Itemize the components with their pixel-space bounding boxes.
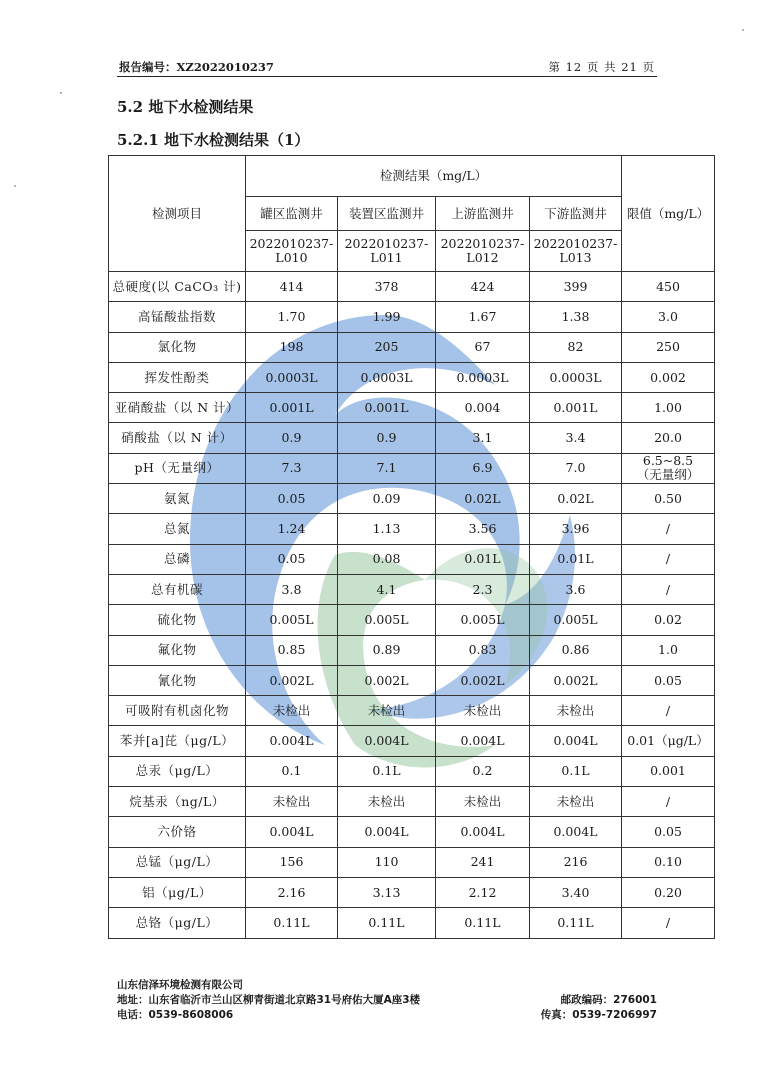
result-value: 0.001L <box>246 393 338 423</box>
address-line <box>117 993 657 1008</box>
parameter-name: 苯并[a]芘（μg/L） <box>109 726 246 756</box>
result-value: 未检出 <box>246 787 338 817</box>
limit-value: / <box>622 908 715 938</box>
result-value: 0.004L <box>436 726 530 756</box>
parameter-name: 亚硝酸盐（以 N 计） <box>109 393 246 423</box>
sample-id: 2022010237- L010 <box>246 231 338 272</box>
result-value: 205 <box>338 332 436 362</box>
result-value: 424 <box>436 272 530 302</box>
result-value: 0.004L <box>530 817 622 847</box>
table-row <box>109 665 715 695</box>
result-value: 0.02L <box>530 484 622 514</box>
result-value: 3.1 <box>436 423 530 453</box>
limit-value: / <box>622 544 715 574</box>
result-value: 82 <box>530 332 622 362</box>
result-value: 3.4 <box>530 423 622 453</box>
result-value: 0.004L <box>246 817 338 847</box>
fax: 传真：0539-7206997 <box>540 1009 657 1021</box>
limit-value: 250 <box>622 332 715 362</box>
result-value: 2.12 <box>436 877 530 907</box>
table-header-row <box>109 156 715 197</box>
result-value: 0.09 <box>338 484 436 514</box>
result-value: 未检出 <box>530 787 622 817</box>
result-value: 0.83 <box>436 635 530 665</box>
company-name: 山东信泽环境检测有限公司 <box>117 979 243 991</box>
result-value: 0.0003L <box>436 362 530 392</box>
result-value: 3.40 <box>530 877 622 907</box>
table-row <box>109 514 715 544</box>
result-value: 未检出 <box>436 696 530 726</box>
limit-value: / <box>622 787 715 817</box>
result-value: 0.11L <box>246 908 338 938</box>
limit-value: 0.02 <box>622 605 715 635</box>
result-value: 0.001L <box>338 393 436 423</box>
table-row <box>109 453 715 483</box>
result-value: 378 <box>338 272 436 302</box>
result-value: 7.3 <box>246 453 338 483</box>
parameter-name: 氨氮 <box>109 484 246 514</box>
limit-value: 0.05 <box>622 817 715 847</box>
result-value: 110 <box>338 847 436 877</box>
table-row <box>109 544 715 574</box>
result-value: 3.96 <box>530 514 622 544</box>
result-value: 3.56 <box>436 514 530 544</box>
parameter-name: 挥发性酚类 <box>109 362 246 392</box>
item-column-header: 检测项目 <box>109 156 246 272</box>
well-name: 罐区监测井 <box>246 197 338 231</box>
table-row <box>109 423 715 453</box>
table-row <box>109 877 715 907</box>
result-value: 未检出 <box>530 696 622 726</box>
table-row <box>109 817 715 847</box>
result-value: 0.1 <box>246 756 338 786</box>
table-row <box>109 847 715 877</box>
result-value: 2.3 <box>436 574 530 604</box>
scan-speck <box>14 185 16 187</box>
result-value: 67 <box>436 332 530 362</box>
result-value: 7.0 <box>530 453 622 483</box>
result-value: 0.9 <box>338 423 436 453</box>
sample-id: 2022010237- L013 <box>530 231 622 272</box>
parameter-name: 可吸附有机卤化物 <box>109 696 246 726</box>
parameter-name: 总汞（μg/L） <box>109 756 246 786</box>
parameter-name: 硝酸盐（以 N 计） <box>109 423 246 453</box>
table-row <box>109 908 715 938</box>
groundwater-results-table <box>108 155 715 939</box>
result-value: 156 <box>246 847 338 877</box>
result-value: 0.11L <box>338 908 436 938</box>
parameter-name: 总氮 <box>109 514 246 544</box>
result-value: 0.89 <box>338 635 436 665</box>
phone: 电话：0539-8608006 <box>117 1009 234 1021</box>
parameter-name: 氰化物 <box>109 665 246 695</box>
subsection-title: 5.2.1 地下水检测结果（1） <box>117 131 310 149</box>
result-value: 0.002L <box>530 665 622 695</box>
parameter-name: 硫化物 <box>109 605 246 635</box>
table-row <box>109 272 715 302</box>
report-number: 报告编号：XZ2022010237 <box>119 60 274 74</box>
parameter-name: 氯化物 <box>109 332 246 362</box>
result-value: 241 <box>436 847 530 877</box>
result-value: 1.67 <box>436 302 530 332</box>
result-value: 1.38 <box>530 302 622 332</box>
limit-value: 450 <box>622 272 715 302</box>
result-value: 0.002L <box>436 665 530 695</box>
result-value: 0.005L <box>246 605 338 635</box>
result-value: 3.13 <box>338 877 436 907</box>
result-value: 399 <box>530 272 622 302</box>
result-value: 0.005L <box>530 605 622 635</box>
result-value: 0.01L <box>436 544 530 574</box>
parameter-name: 高锰酸盐指数 <box>109 302 246 332</box>
result-value: 4.1 <box>338 574 436 604</box>
result-value: 0.001L <box>530 393 622 423</box>
result-value: 0.08 <box>338 544 436 574</box>
page-info: 第 12 页 共 21 页 <box>548 60 655 74</box>
table-row <box>109 332 715 362</box>
limit-column-header: 限值（mg/L） <box>622 156 715 272</box>
result-value: 未检出 <box>246 696 338 726</box>
table-row <box>109 726 715 756</box>
parameter-name: 六价铬 <box>109 817 246 847</box>
limit-value: 6.5~8.5 （无量纲） <box>622 453 715 483</box>
parameter-name: 总铬（μg/L） <box>109 908 246 938</box>
limit-value: 0.01（μg/L） <box>622 726 715 756</box>
result-value: 216 <box>530 847 622 877</box>
result-value: 0.004 <box>436 393 530 423</box>
address: 地址：山东省临沂市兰山区柳青街道北京路31号府佑大厦A座3楼 <box>117 994 421 1006</box>
result-value: 0.004L <box>530 726 622 756</box>
limit-value: / <box>622 696 715 726</box>
result-value: 0.2 <box>436 756 530 786</box>
result-value: 198 <box>246 332 338 362</box>
limit-value: 0.002 <box>622 362 715 392</box>
limit-value: 0.05 <box>622 665 715 695</box>
limit-value: 0.20 <box>622 877 715 907</box>
result-value: 0.85 <box>246 635 338 665</box>
result-value: 0.004L <box>246 726 338 756</box>
parameter-name: 烷基汞（ng/L） <box>109 787 246 817</box>
result-value: 0.004L <box>338 817 436 847</box>
table-row <box>109 362 715 392</box>
result-value: 未检出 <box>338 787 436 817</box>
parameter-name: 铝（μg/L） <box>109 877 246 907</box>
scan-speck <box>742 29 744 31</box>
parameter-name: pH（无量纲） <box>109 453 246 483</box>
result-value: 6.9 <box>436 453 530 483</box>
limit-value: 1.00 <box>622 393 715 423</box>
result-value: 0.004L <box>436 817 530 847</box>
result-value: 0.05 <box>246 484 338 514</box>
well-name: 下游监测井 <box>530 197 622 231</box>
result-value: 未检出 <box>338 696 436 726</box>
parameter-name: 总有机碳 <box>109 574 246 604</box>
table-row <box>109 484 715 514</box>
limit-value: 1.0 <box>622 635 715 665</box>
result-value: 2.16 <box>246 877 338 907</box>
result-value: 0.004L <box>338 726 436 756</box>
limit-value: / <box>622 514 715 544</box>
table-row <box>109 605 715 635</box>
result-value: 0.0003L <box>530 362 622 392</box>
result-value: 7.1 <box>338 453 436 483</box>
table-row <box>109 635 715 665</box>
result-value: 0.11L <box>530 908 622 938</box>
result-value: 0.01L <box>530 544 622 574</box>
limit-value: / <box>622 574 715 604</box>
result-value: 0.1L <box>530 756 622 786</box>
result-value: 1.13 <box>338 514 436 544</box>
parameter-name: 总锰（μg/L） <box>109 847 246 877</box>
result-value: 0.11L <box>436 908 530 938</box>
limit-value: 0.10 <box>622 847 715 877</box>
table-row <box>109 574 715 604</box>
result-value: 0.86 <box>530 635 622 665</box>
result-group-header: 检测结果（mg/L） <box>246 156 622 197</box>
result-value: 0.005L <box>338 605 436 635</box>
table-row <box>109 787 715 817</box>
section-title: 5.2 地下水检测结果 <box>117 98 254 116</box>
table-row <box>109 393 715 423</box>
result-value: 0.05 <box>246 544 338 574</box>
result-value: 1.24 <box>246 514 338 544</box>
result-value: 0.002L <box>338 665 436 695</box>
result-value: 3.8 <box>246 574 338 604</box>
table-row <box>109 756 715 786</box>
result-value: 0.002L <box>246 665 338 695</box>
postcode: 邮政编码：276001 <box>560 994 657 1006</box>
well-name: 装置区监测井 <box>338 197 436 231</box>
parameter-name: 总硬度(以 CaCO₃ 计) <box>109 272 246 302</box>
parameter-name: 总磷 <box>109 544 246 574</box>
result-value: 3.6 <box>530 574 622 604</box>
table-row <box>109 302 715 332</box>
page-header <box>117 58 657 77</box>
page-footer <box>117 978 657 1023</box>
result-value: 1.99 <box>338 302 436 332</box>
limit-value: 0.50 <box>622 484 715 514</box>
parameter-name: 氟化物 <box>109 635 246 665</box>
result-value: 0.0003L <box>246 362 338 392</box>
limit-value: 3.0 <box>622 302 715 332</box>
result-value: 1.70 <box>246 302 338 332</box>
result-value: 0.1L <box>338 756 436 786</box>
scan-speck <box>60 92 62 94</box>
result-value: 0.02L <box>436 484 530 514</box>
result-value: 0.0003L <box>338 362 436 392</box>
sample-id: 2022010237- L011 <box>338 231 436 272</box>
limit-value: 0.001 <box>622 756 715 786</box>
result-value: 未检出 <box>436 787 530 817</box>
contact-line <box>117 1008 657 1023</box>
sample-id: 2022010237- L012 <box>436 231 530 272</box>
well-name: 上游监测井 <box>436 197 530 231</box>
limit-value: 20.0 <box>622 423 715 453</box>
result-value: 0.9 <box>246 423 338 453</box>
result-value: 414 <box>246 272 338 302</box>
table-row <box>109 696 715 726</box>
result-value: 0.005L <box>436 605 530 635</box>
